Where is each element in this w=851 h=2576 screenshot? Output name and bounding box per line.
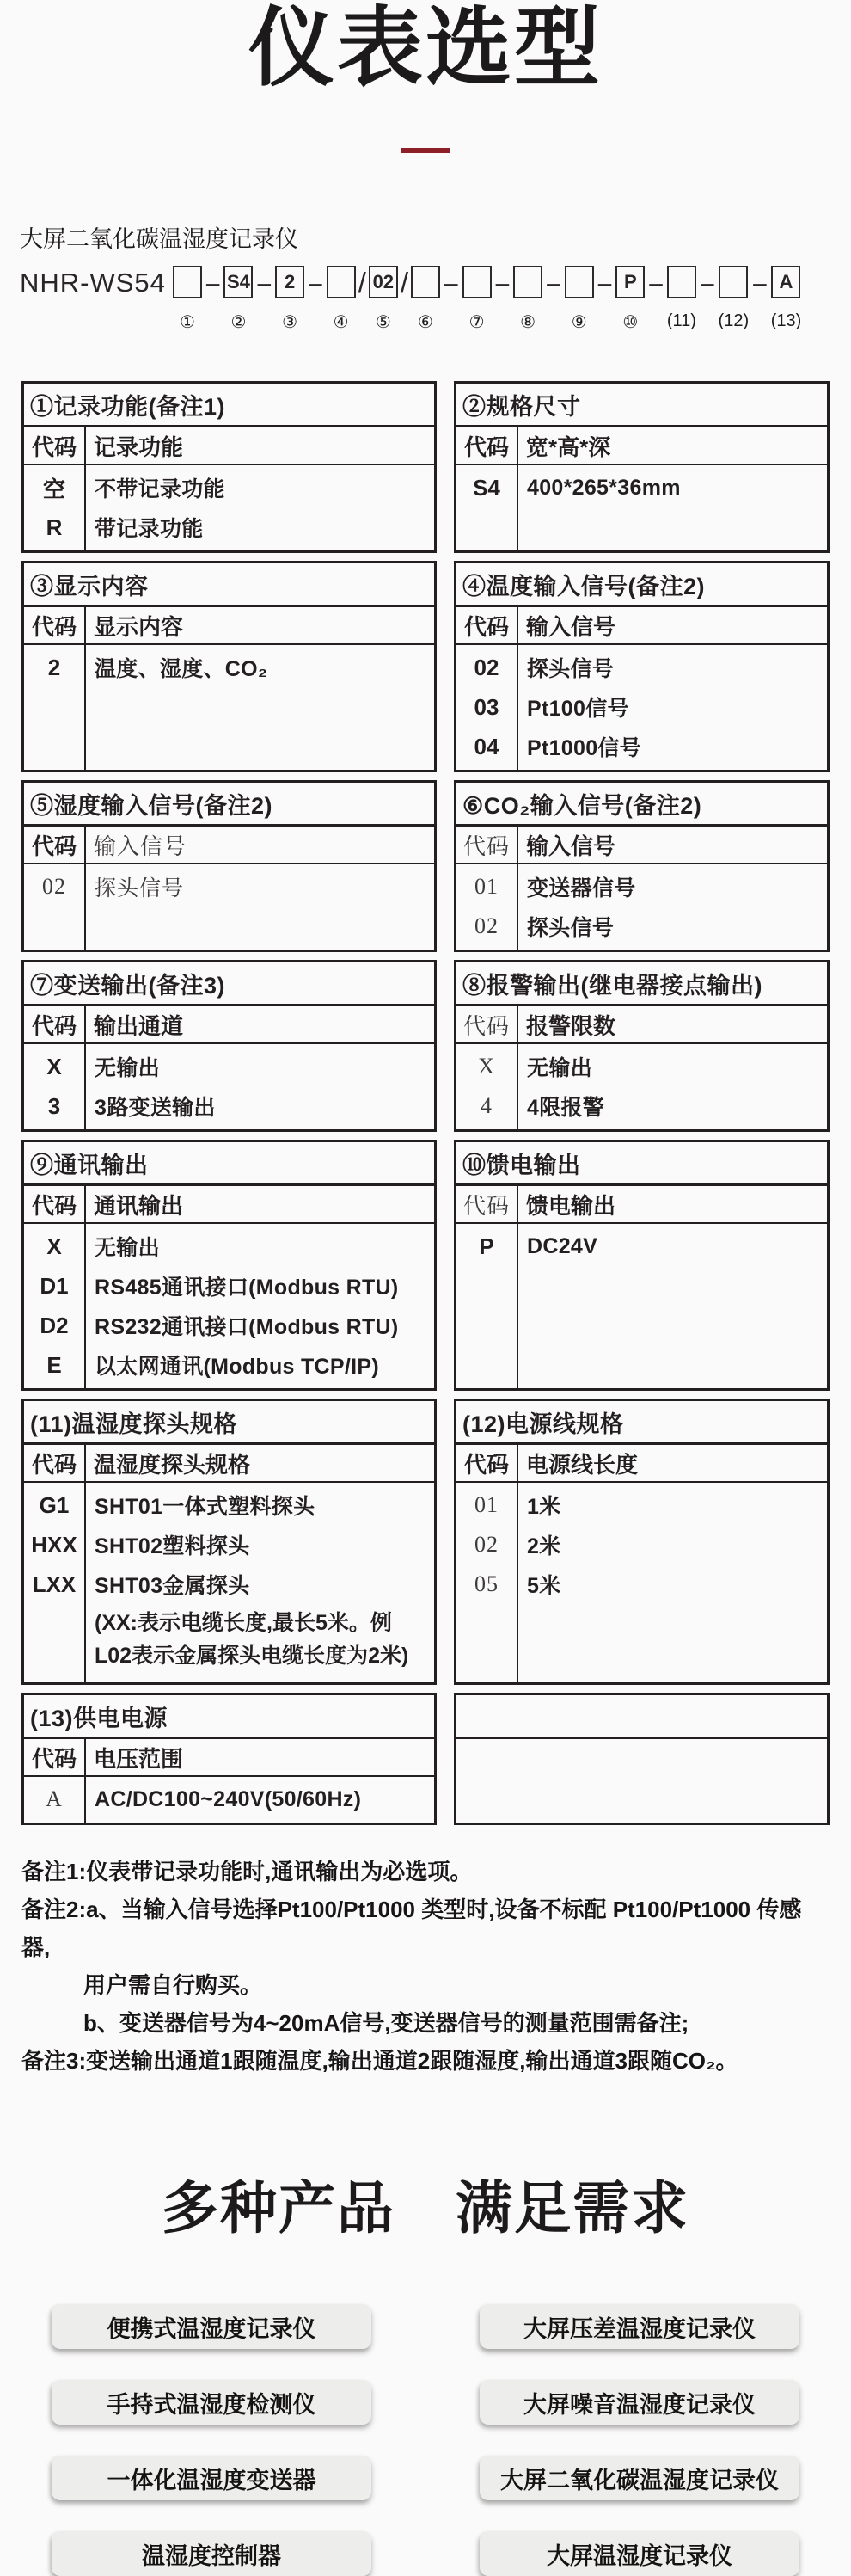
code-column [24,864,86,950]
description-column [518,864,827,950]
model-box [411,266,440,298]
code-column [456,465,518,550]
section-title: (11)温湿度探头规格 [24,1401,434,1445]
code-cell: S4 [473,474,500,501]
description-column [518,1044,827,1129]
spec-section-s7 [21,960,437,1132]
code-header-cell: 代码 [24,1006,86,1042]
model-box [565,266,594,298]
section-body [456,1224,827,1388]
code-header-cell: 代码 [24,1739,86,1775]
code-header-cell: 代码 [24,1445,86,1481]
model-separator: – [700,269,714,296]
code-cell: E [46,1351,62,1378]
section-title: ⑩馈电输出 [456,1142,827,1186]
code-cell: 2 [47,654,61,680]
section-header-row [456,1445,827,1483]
label-header-cell: 电压范围 [94,1745,184,1772]
model-box [667,266,696,298]
position-number: ⑩ [622,313,639,332]
code-cell: 04 [474,733,499,759]
description-column [86,864,434,950]
model-separator: – [444,269,458,296]
description-column [86,1483,434,1682]
promo-heading-right: 满足需求 [456,2176,689,2240]
model-separator: – [257,269,272,296]
model-separator: – [597,269,612,296]
model-box: 2 [275,266,304,298]
code-column [24,465,86,550]
position-number: ⑨ [571,313,587,332]
spec-section-s8 [454,960,830,1132]
section-header-row [456,607,827,645]
product-button[interactable]: 大屏噪音温湿度记录仪 [480,2380,799,2425]
code-cell: 4 [481,1093,493,1118]
label-header-cell: 报警限数 [526,1012,616,1039]
spec-section-s13 [21,1693,437,1825]
description-cell: 无输出 [95,1236,160,1260]
spec-section-empty [454,1693,830,1825]
model-position [327,266,356,333]
code-cell: 01 [474,1492,499,1517]
model-box [462,266,492,298]
section-body [24,465,434,550]
code-header-cell: 代码 [456,1445,518,1481]
code-header-cell: 代码 [456,827,518,863]
model-position [719,266,750,331]
product-button[interactable]: 温湿度控制器 [52,2531,371,2576]
description-cell: 无输出 [527,1056,592,1080]
code-cell: P [479,1233,494,1259]
code-cell: 01 [474,874,499,899]
code-column [24,1777,86,1823]
note-line: 备注2:a、当输入信号选择Pt100/Pt1000 类型时,设备不标配 Pt100/Pt1000 传感器, [21,1897,802,1960]
note-line: 用户需自行购买。 [83,1972,263,1998]
model-separator: – [205,269,220,296]
model-position [275,266,304,333]
model-separator: – [649,269,663,296]
code-cell: 02 [474,654,499,680]
code-cell: X [478,1054,495,1079]
section-header-row [456,1006,827,1044]
code-column [456,1224,518,1388]
spec-section-s4 [454,561,830,772]
position-number: ③ [282,313,298,332]
code-header-cell: 代码 [24,1186,86,1222]
code-column [24,1483,86,1682]
section-body [456,645,827,770]
description-cell: 2米 [527,1534,561,1559]
model-box [719,266,748,298]
code-header-cell: 代码 [24,427,86,464]
product-button[interactable]: 大屏温湿度记录仪 [480,2531,799,2576]
model-position [173,266,202,333]
description-column [86,645,434,770]
description-column [518,1483,827,1682]
code-cell: A [46,1786,63,1811]
position-number: ⑤ [375,313,391,332]
code-cell: HXX [31,1531,77,1558]
model-position [565,266,594,333]
model-separator: / [358,267,366,298]
description-cell: 不带记录功能 [95,477,225,501]
label-header-cell: 温湿度探头规格 [94,1451,251,1478]
description-cell: 温度、湿度、CO₂ [95,657,268,681]
label-header-cell: 输入信号 [94,833,187,859]
code-cell: D1 [40,1272,69,1299]
section-title: ③显示内容 [24,563,434,607]
section-header-row [24,827,434,864]
section-header-row [24,1186,434,1224]
spec-section-s9 [21,1140,437,1391]
code-cell: 02 [474,1532,499,1557]
probe-spec-note: (XX:表示电缆长度,最长5米。例L02表示金属探头电缆长度为2米) [95,1611,409,1668]
section-body [456,465,827,550]
description-cell: 以太网通讯(Modbus TCP/IP) [95,1355,379,1379]
description-cell: RS485通讯接口(Modbus RTU) [95,1276,399,1300]
code-header-cell: 代码 [456,607,518,643]
code-column [24,1224,86,1388]
note-line: 备注3:变送输出通道1跟随温度,输出通道2跟随湿度,输出通道3跟随CO₂。 [21,2048,738,2074]
position-number: ① [179,313,195,332]
section-title: ②规格尺寸 [456,384,827,427]
code-column [24,645,86,770]
spec-section-s6 [454,780,830,952]
spec-section-s10 [454,1140,830,1391]
description-column [518,645,827,770]
section-body [24,1224,434,1388]
page-title: 仪表选型 [248,0,603,96]
model-box [513,266,542,298]
section-title: ①记录功能(备注1) [24,384,434,427]
model-separator: / [400,267,408,298]
spec-section-s1 [21,381,437,553]
section-header-row [24,1445,434,1483]
description-cell: SHT01一体式塑料探头 [95,1495,315,1519]
description-cell: 1米 [527,1495,561,1519]
label-header-cell: 馈电输出 [526,1192,616,1219]
label-header-cell: 电源线长度 [526,1451,639,1478]
code-cell: G1 [39,1491,70,1518]
note-line: b、变送器信号为4~20mA信号,变送器信号的测量范围需备注; [83,2010,689,2036]
position-number: ④ [333,313,349,332]
section-body [24,864,434,950]
description-cell: DC24V [527,1233,598,1258]
position-number: (11) [666,311,696,330]
code-cell: LXX [32,1571,77,1597]
model-box: S4 [223,266,253,298]
model-position [615,266,645,333]
label-header-cell: 输入信号 [526,833,616,859]
description-cell: 探头信号 [527,657,615,681]
code-column [456,864,518,950]
model-positions [173,266,801,333]
label-header-cell: 输入信号 [526,613,616,640]
label-header-cell: 记录功能 [94,433,184,460]
code-column [456,1044,518,1129]
section-body [24,1777,434,1823]
code-column [456,645,518,770]
code-header-cell: 代码 [456,1186,518,1222]
section-header-row [24,607,434,645]
description-cell: 无输出 [95,1056,160,1080]
code-cell: 05 [474,1571,499,1596]
section-header-row [24,1006,434,1044]
title-underline [401,148,450,153]
code-cell: 3 [47,1092,61,1119]
section-title: ⑧报警输出(继电器接点输出) [456,962,827,1006]
description-column [86,1044,434,1129]
code-cell: 空 [42,476,65,502]
section-header-row [456,1186,827,1224]
section-title: ⑤湿度输入信号(备注2) [24,783,434,827]
section-body-empty [456,1739,827,1823]
section-body [24,1483,434,1682]
spec-section-s11 [21,1399,437,1685]
code-cell: 02 [42,874,66,899]
promo-heading [0,2162,851,2244]
section-body [24,1044,434,1129]
model-box: A [771,266,800,298]
section-body [456,1483,827,1682]
model-box [173,266,202,298]
product-button[interactable]: 大屏二氧化碳温湿度记录仪 [480,2456,799,2500]
code-header-cell: 代码 [24,827,86,863]
model-separator: – [753,269,767,296]
description-column [86,465,434,550]
model-prefix: NHR-WS54 [20,267,166,298]
model-separator: – [547,269,560,296]
code-header-cell: 代码 [456,427,518,464]
promo-heading-left: 多种产品 [162,2176,395,2240]
section-header-row [456,827,827,864]
product-subtitle: 大屏二氧化碳温湿度记录仪 [20,226,298,252]
description-cell: 变送器信号 [527,876,636,901]
section-body [456,1044,827,1129]
label-header-cell: 宽*高*深 [526,433,611,460]
code-header-cell: 代码 [24,607,86,643]
model-position [513,266,542,333]
description-cell: 3路变送输出 [95,1096,216,1120]
model-position [771,266,802,331]
section-header-row [456,427,827,465]
model-position [369,266,398,333]
description-column [86,1777,434,1823]
code-cell: X [46,1233,62,1259]
section-title: ⑨通讯输出 [24,1142,434,1186]
section-body [456,864,827,950]
section-title: ④温度输入信号(备注2) [456,563,827,607]
model-separator: – [495,269,510,296]
spec-table [21,381,830,1825]
spec-section-s2 [454,381,830,553]
label-header-cell: 通讯输出 [94,1192,184,1219]
description-cell: 探头信号 [95,877,185,901]
description-cell: RS232通讯接口(Modbus RTU) [95,1315,399,1339]
product-column-right [480,2304,799,2576]
note-line: 备注1:仪表带记录功能时,通讯输出为必选项。 [21,1859,473,1884]
code-cell: 02 [474,913,499,938]
position-number: ⑥ [418,313,433,332]
code-cell: 03 [474,693,499,720]
position-number: ⑦ [468,313,485,332]
product-links [52,2304,799,2576]
model-code-line [20,266,851,333]
model-position [667,266,696,331]
section-title: (13)供电电源 [24,1695,434,1739]
section-title-empty [456,1695,827,1739]
label-header-cell: 显示内容 [94,613,184,640]
code-cell: R [46,513,63,540]
section-title: (12)电源线规格 [456,1401,827,1445]
description-cell: 探头信号 [527,916,615,940]
notes [21,1853,830,2080]
position-number: ② [230,313,247,332]
model-separator: – [309,269,322,296]
description-column [86,1224,434,1388]
spec-section-s3 [21,561,437,772]
description-cell: 5米 [527,1574,561,1598]
description-cell: SHT02塑料探头 [95,1534,250,1559]
description-cell: 4限报警 [527,1096,605,1120]
section-title: ⑥CO₂输入信号(备注2) [456,783,827,827]
product-column-left [52,2304,371,2576]
model-box: P [615,266,645,298]
section-body [24,645,434,770]
description-cell: 400*265*36mm [527,475,681,500]
model-box: 02 [369,266,398,298]
model-position [223,266,253,333]
product-button[interactable]: 便携式温湿度记录仪 [52,2304,371,2349]
model-box [327,266,356,298]
code-header-cell: 代码 [456,1006,518,1042]
position-number: ⑧ [520,313,536,332]
section-header-row [24,1739,434,1777]
model-position [411,266,440,333]
label-header-cell: 输出通道 [94,1012,184,1039]
spec-section-s5 [21,780,437,952]
product-button[interactable]: 手持式温湿度检测仪 [52,2380,371,2425]
description-column [518,465,827,550]
description-cell: Pt100信号 [527,697,629,721]
description-cell: 带记录功能 [95,517,204,541]
code-cell: X [46,1053,62,1079]
code-column [24,1044,86,1129]
model-position [462,266,492,333]
description-cell: SHT03金属探头 [95,1574,250,1598]
section-header-row [24,427,434,465]
code-cell: D2 [40,1312,69,1338]
position-number: (12) [718,311,750,330]
description-cell: Pt1000信号 [527,736,642,760]
description-column [518,1224,827,1388]
spec-section-s12 [454,1399,830,1685]
section-title: ⑦变送输出(备注3) [24,962,434,1006]
description-cell: AC/DC100~240V(50/60Hz) [95,1786,362,1811]
code-column [456,1483,518,1682]
product-button[interactable]: 大屏压差温湿度记录仪 [480,2304,799,2349]
position-number: (13) [770,311,802,330]
product-button[interactable]: 一体化温湿度变送器 [52,2456,371,2500]
